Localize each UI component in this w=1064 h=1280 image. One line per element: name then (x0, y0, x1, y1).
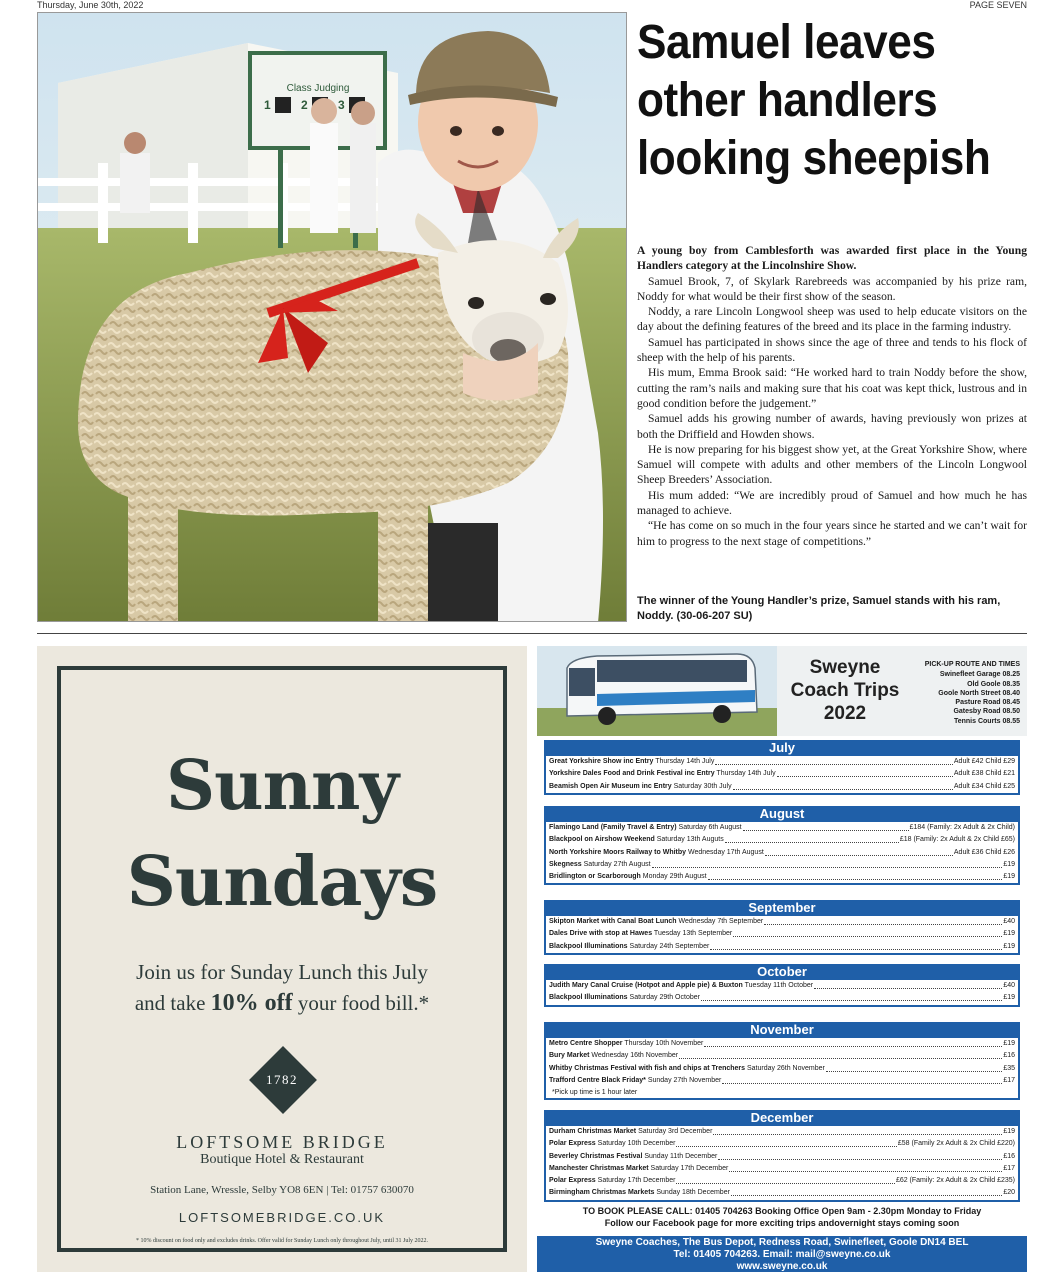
dot-leader (826, 1063, 1002, 1072)
pickup-stop: Tennis Courts 08.55 (953, 717, 1020, 725)
trip-title: Bridlington or Scarborough (549, 873, 641, 881)
article-paragraph: He is now preparing for his biggest show yet, at the Great Yorkshire Show, where Samuel will compete with adults and other members of the Lincoln Longwool Sheep Breeders’ Association. (637, 442, 1027, 487)
trip-name (549, 1151, 717, 1163)
month-heading: July (546, 740, 1018, 756)
trip-price: Adult £42 Child £29 (953, 758, 1015, 765)
trip-row (546, 768, 1018, 780)
trip-title: Birmingham Christmas Markets (549, 1189, 655, 1197)
trip-date: Wednesday 17th August (688, 848, 764, 856)
trip-name (549, 992, 700, 1004)
pickup-stop: Pasture Road 08.45 (955, 699, 1020, 707)
month-heading: November (546, 1022, 1018, 1038)
month-box-december (544, 1110, 1020, 1202)
dot-leader (743, 822, 909, 831)
svg-text:1: 1 (264, 98, 271, 112)
trip-row (546, 822, 1018, 834)
trip-price: £20 (1003, 1189, 1015, 1197)
brand-address: Station Lane, Wressle, Selby YO8 6EN | Tel: 01757 630070 (150, 1184, 414, 1196)
trip-price: £18 (Family: 2x Adult & 2x Child £65) (899, 836, 1015, 844)
trip-row (546, 847, 1018, 859)
trip-price: £184 (Family: 2x Adult & 2x Child) (909, 824, 1015, 831)
month-heading: December (546, 1110, 1018, 1126)
trip-title: Bury Market (549, 1052, 590, 1060)
trip-title: Trafford Centre Black Friday* (549, 1076, 646, 1084)
article-lead: A young boy from Camblesforth was awarded first place in the Young Handlers category at the Lincolnshire Show. (637, 244, 1027, 273)
dot-leader (765, 847, 953, 856)
trip-row (546, 980, 1018, 992)
trip-date: Saturday 10th December (597, 1140, 676, 1148)
month-heading: October (546, 964, 1018, 980)
trip-row (546, 1187, 1018, 1199)
trip-name (549, 834, 724, 846)
trip-row (546, 834, 1018, 846)
trip-title: Skegness (549, 860, 582, 868)
advert-subline1: Join us for Sunday Lunch this July (136, 960, 428, 984)
trip-date: Thursday 14th July (655, 758, 715, 765)
advert-subline2-post: your food bill.* (292, 991, 430, 1015)
trip-price: Adult £36 Child £26 (953, 848, 1015, 856)
trip-date: Saturday 6th August (678, 824, 742, 831)
month-box-august (544, 806, 1020, 885)
advert-subline2-pre: and take (134, 991, 211, 1015)
trip-title: Metro Centre Shopper (549, 1040, 623, 1047)
trip-title: Yorkshire Dales Food and Drink Festival inc Entry (549, 770, 715, 778)
trip-row (546, 1175, 1018, 1187)
logo-year: 1782 (266, 1072, 298, 1087)
trip-price: £19 (1003, 994, 1015, 1002)
trip-date: Sunday 27th November (647, 1076, 722, 1084)
trip-date: Thursday 10th November (624, 1040, 704, 1047)
article-paragraph: Samuel Brook, 7, of Skylark Rarebreeds was accompanied by his prize ram, Noddy for what would be their first show of the season. (637, 274, 1027, 303)
trip-date: Saturday 30th July (673, 782, 732, 790)
trip-name (549, 859, 651, 871)
trip-date: Saturday 26th November (747, 1064, 825, 1072)
dot-leader (679, 1050, 1002, 1059)
trip-title: Great Yorkshire Show inc Entry (549, 758, 654, 765)
trip-price: £35 (1003, 1064, 1015, 1072)
booking-info (537, 1206, 1027, 1229)
trip-date: Saturday 3rd December (638, 1128, 713, 1135)
trip-name (549, 916, 763, 928)
trip-price: £19 (1003, 1040, 1015, 1047)
trip-title: Blackpool on Airshow Weekend (549, 836, 655, 844)
trip-title: Blackpool Illuminations (549, 942, 628, 950)
trip-date: Saturday 17th December (650, 1164, 729, 1172)
trip-title: Polar Express (549, 1177, 596, 1185)
coach-title-line: Coach Trips (790, 680, 900, 701)
section-divider (37, 633, 1027, 634)
trip-name (549, 1163, 728, 1175)
trip-row (546, 916, 1018, 928)
trip-date: Saturday 13th Auguts (656, 836, 724, 844)
trip-price: £17 (1003, 1164, 1015, 1172)
dot-leader (733, 928, 1002, 937)
article-body (637, 243, 1027, 549)
trip-name (549, 941, 709, 953)
trip-price: £40 (1003, 982, 1015, 989)
dot-leader (715, 756, 953, 765)
month-box-october (544, 964, 1020, 1007)
article-paragraph: His mum added: “We are incredibly proud of Samuel and how much he has managed to achieve. (637, 488, 1027, 518)
trip-date: Thursday 14th July (716, 770, 776, 778)
dot-leader (676, 1138, 896, 1147)
dot-leader (676, 1175, 894, 1184)
svg-text:2: 2 (301, 98, 308, 112)
dot-leader (652, 859, 1003, 868)
article-paragraph: His mum, Emma Brook said: “He worked hard to train Noddy before the show, cutting the ram’s nails and making sure that his coat was kept thick, lustrous and in good condition before the judgement.” (637, 366, 1027, 410)
advert-headline-line2: Sundays (126, 842, 438, 922)
trip-price: £16 (1003, 1052, 1015, 1060)
trip-name (549, 980, 813, 992)
dot-leader (708, 871, 1003, 880)
headline (637, 14, 1000, 188)
pickup-times (925, 660, 1020, 726)
trip-row (546, 1163, 1018, 1175)
trip-title: Blackpool Illuminations (549, 994, 628, 1002)
trip-name (549, 1063, 825, 1075)
dot-leader (814, 980, 1002, 989)
footer-website: www.sweyne.co.uk (736, 1261, 828, 1272)
brand-website: LOFTSOMEBRIDGE.CO.UK (178, 1210, 386, 1225)
trip-title: Beverley Christmas Festival (549, 1152, 643, 1160)
trip-row (546, 871, 1018, 883)
article-paragraph: Samuel has participated in shows since the age of three and tends to his flock of sheep with the help of his parents. (637, 335, 1027, 365)
trip-name (549, 1038, 703, 1050)
article-paragraph: Samuel adds his growing number of awards, having previously won prizes at both the Driffield and Howden shows. (637, 412, 1027, 441)
svg-text:3: 3 (338, 98, 345, 112)
trip-date: Saturday 17th December (597, 1177, 676, 1185)
trip-row (546, 1075, 1018, 1087)
trip-name (549, 1075, 721, 1087)
month-box-november (544, 1022, 1020, 1100)
dot-leader (733, 781, 953, 790)
trip-price: £19 (1003, 942, 1015, 950)
coach-title-line: Sweyne (809, 657, 881, 678)
dot-leader (731, 1187, 1002, 1196)
pickup-heading: PICK-UP ROUTE AND TIMES (924, 661, 1020, 668)
article-paragraph: Noddy, a rare Lincoln Longwool sheep was used to help educate visitors on the day about the defining features of the breed and its place in the farming industry. (637, 305, 1027, 334)
coach-trips-advert (537, 646, 1027, 1272)
pickup-stop: Swinefleet Garage 08.25 (939, 671, 1020, 679)
trip-title: Polar Express (549, 1140, 596, 1148)
masthead (37, 0, 1027, 12)
trip-row (546, 1050, 1018, 1062)
trip-row (546, 1063, 1018, 1075)
trip-name (549, 781, 732, 793)
coach-bus-icon (537, 646, 777, 736)
brand-name: LOFTSOME BRIDGE (176, 1132, 388, 1152)
headline-line: looking sheepish (637, 132, 991, 185)
trip-name (549, 1050, 678, 1062)
trip-price: Adult £38 Child £21 (953, 770, 1015, 778)
trip-row (546, 941, 1018, 953)
dot-leader (713, 1126, 1002, 1135)
trip-date: Wednesday 16th November (591, 1052, 679, 1060)
headline-line: other handlers (637, 74, 938, 127)
trip-date: Tuesday 11th October (744, 982, 814, 989)
advert-subline2 (37, 990, 527, 1017)
trip-title: Whitby Christmas Festival with fish and chips at Trenchers (549, 1064, 746, 1072)
footer-contact: Tel: 01405 704263. Email: mail@sweyne.co.uk (673, 1249, 891, 1260)
trip-name (549, 1126, 712, 1138)
trip-row (546, 1138, 1018, 1150)
photo-illustration (38, 13, 627, 622)
brand-tagline: Boutique Hotel & Restaurant (200, 1152, 364, 1167)
trip-title: Beamish Open Air Museum inc Entry (549, 782, 672, 790)
advert-fine-print: * 10% discount on food only and excludes drinks. Offer valid for Sunday Lunch only throughout July, until 31 July 2022. (136, 1238, 428, 1244)
trip-row (546, 992, 1018, 1004)
dot-leader (764, 916, 1002, 925)
discount-text: 10% off (210, 990, 293, 1016)
advert-headline-line1: Sunny (166, 746, 398, 826)
trip-name (549, 1187, 730, 1199)
pickup-stop: Old Goole 08.35 (967, 680, 1020, 688)
trip-price: Adult £34 Child £25 (953, 782, 1015, 790)
trip-row (546, 781, 1018, 793)
news-photo (37, 12, 627, 622)
trip-row (546, 1038, 1018, 1050)
trip-name (549, 847, 764, 859)
trip-name (549, 768, 776, 780)
headline-line: Samuel leaves (637, 16, 936, 69)
trip-date: Saturday 27th August (583, 860, 651, 868)
trip-name (549, 822, 742, 834)
trip-title: Durham Christmas Market (549, 1128, 637, 1135)
trip-price: £17 (1003, 1076, 1015, 1084)
coach-title-line: 2022 (823, 703, 867, 724)
trip-title: Judith Mary Canal Cruise (Hotpot and Apple pie) & Buxton (549, 982, 743, 989)
trip-name (549, 928, 732, 940)
article-paragraph: “He has come on so much in the four years since he started and we can’t wait for him to progress to the next stage of competitions.” (637, 519, 1027, 548)
dot-leader (701, 992, 1002, 1001)
sign-title: Class Judging (286, 83, 350, 94)
dot-leader (710, 941, 1002, 950)
month-heading: September (546, 900, 1018, 916)
trip-date: Saturday 24th September (629, 942, 710, 950)
trip-row (546, 1126, 1018, 1138)
coach-title (775, 656, 915, 725)
month-box-july (544, 740, 1020, 795)
coach-header (537, 646, 1027, 736)
month-note: *Pick up time is 1 hour later (552, 1089, 638, 1097)
dot-leader (777, 768, 953, 777)
trip-date: Sunday 18th December (656, 1189, 730, 1197)
trip-title: Manchester Christmas Market (549, 1164, 649, 1172)
page-number: PAGE SEVEN (969, 0, 1027, 10)
dot-leader (722, 1075, 1002, 1084)
trip-date: Sunday 11th December (644, 1152, 718, 1160)
dot-leader (725, 834, 899, 843)
trip-name (549, 1175, 675, 1187)
trip-price: £19 (1003, 930, 1015, 938)
trip-row (546, 1151, 1018, 1163)
dot-leader (718, 1151, 1002, 1160)
trip-title: Dales Drive with stop at Hawes (549, 930, 653, 938)
trip-row (546, 928, 1018, 940)
trip-price: £19 (1003, 860, 1015, 868)
trip-price: £62 (Family: 2x Adult & 2x Child £235) (895, 1177, 1015, 1185)
trip-title: Flamingo Land (Family Travel & Entry) (549, 824, 677, 831)
trip-price: £58 (Family 2x Adult & 2x Child £220) (897, 1140, 1015, 1148)
trip-price: £19 (1003, 1128, 1015, 1135)
trip-price: £16 (1003, 1152, 1015, 1160)
trip-title: North Yorkshire Moors Railway to Whitby (549, 848, 687, 856)
pickup-stop: Gatesby Road 08.50 (953, 708, 1020, 716)
footer-address: Sweyne Coaches, The Bus Depot, Redness Road, Swinefleet, Goole DN14 BEL (595, 1237, 969, 1248)
trip-name (549, 756, 714, 768)
restaurant-advert (37, 646, 527, 1272)
trip-row (546, 756, 1018, 768)
trip-date: Monday 29th August (642, 873, 707, 881)
issue-date: Thursday, June 30th, 2022 (37, 0, 144, 10)
booking-line: TO BOOK PLEASE CALL: 01405 704263 Booking Office Open 9am - 2.30pm Monday to Friday (582, 1206, 982, 1216)
dot-leader (704, 1038, 1002, 1047)
photo-caption: The winner of the Young Handler’s prize, Samuel stands with his ram, Noddy. (30-06-207 SU) (637, 595, 1001, 622)
dot-leader (729, 1163, 1002, 1172)
trip-price: £19 (1003, 873, 1015, 881)
trip-price: £40 (1003, 918, 1015, 925)
month-heading: August (546, 806, 1018, 822)
trip-title: Skipton Market with Canal Boat Lunch (549, 918, 677, 925)
trip-name (549, 1138, 675, 1150)
trip-row (546, 859, 1018, 871)
coach-footer (537, 1236, 1027, 1272)
trip-date: Wednesday 7th September (678, 918, 764, 925)
booking-line: Follow our Facebook page for more exciting trips andovernight stays coming soon (604, 1217, 960, 1228)
trip-name (549, 871, 707, 883)
trip-date: Tuesday 13th September (653, 930, 733, 938)
trip-date: Saturday 29th October (629, 994, 700, 1002)
pickup-stop: Goole North Street 08.40 (938, 689, 1020, 697)
month-box-september (544, 900, 1020, 955)
